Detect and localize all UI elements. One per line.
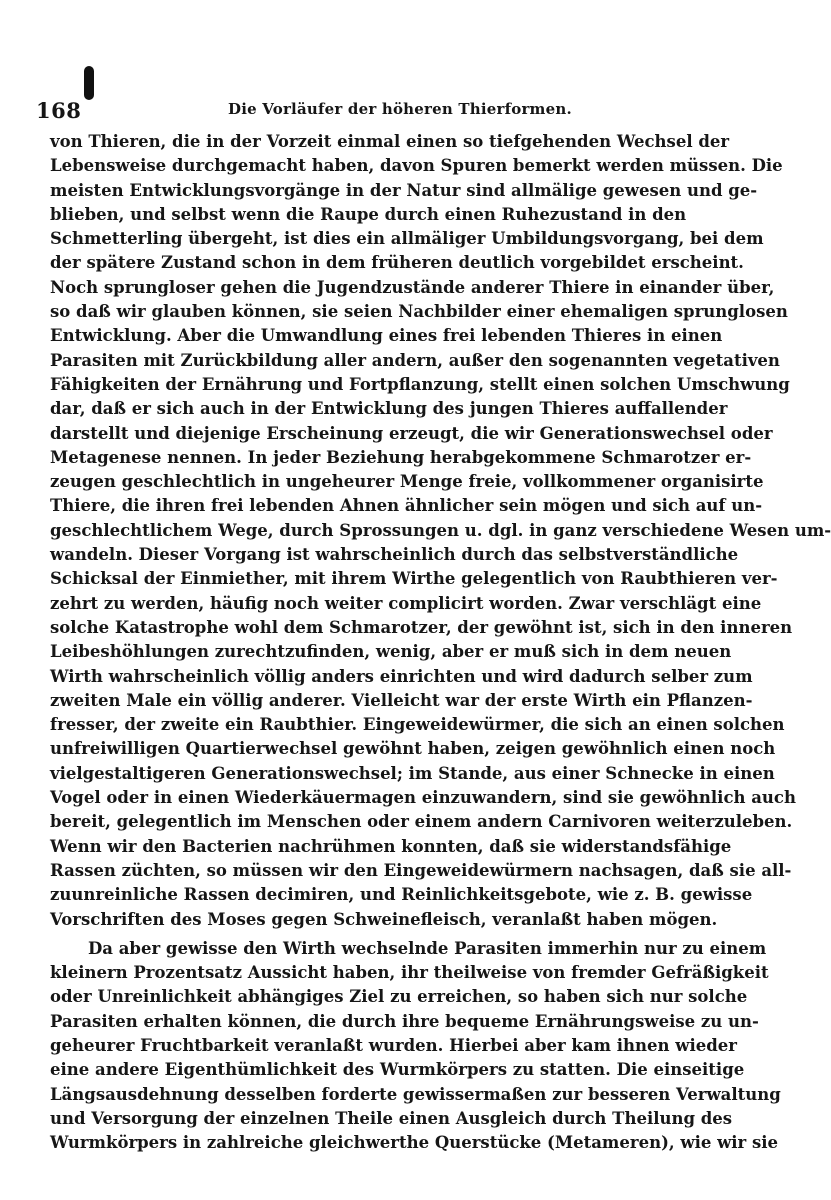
text-line: vielgestaltigeren Generationswechsel; im Stande, aus einer Schnecke in einen	[50, 763, 775, 783]
text-line: Längsausdehnung desselben forderte gewissermaßen zur besseren Verwaltung	[50, 1084, 781, 1104]
text-line: wandeln. Dieser Vorgang ist wahrscheinlich durch das selbstverständliche	[50, 545, 739, 565]
text-line: Lebensweise durchgemacht haben, davon Spuren bemerkt werden müssen. Die	[50, 156, 783, 176]
text-line: oder Unreinlichkeit abhängiges Ziel zu erreichen, so haben sich nur solche	[50, 987, 748, 1007]
text-line: meisten Entwicklungsvorgänge in der Natur sind allmälige gewesen und ge-	[50, 180, 758, 200]
text-line: Parasiten mit Zurückbildung aller andern, außer den sogenannten vegetativen	[50, 350, 780, 370]
text-line: Wenn wir den Bacterien nachrühmen konnten, daß sie widerstandsfähige	[50, 836, 732, 856]
paragraph	[50, 937, 781, 1156]
text-line: zuunreinliche Rassen decimiren, und Reinlichkeitsgebote, wie z. B. gewisse	[50, 885, 753, 905]
text-line: eine andere Eigenthümlichkeit des Wurmkörpers zu statten. Die einseitige	[50, 1060, 745, 1080]
text-line: Da aber gewisse den Wirth wechselnde Parasiten immerhin nur zu einem	[88, 938, 767, 958]
page-number: 168	[36, 98, 82, 123]
text-line: dar, daß er sich auch in der Entwicklung des jungen Thieres auffallender	[50, 399, 728, 419]
text-line: fresser, der zweite ein Raubthier. Eingeweidewürmer, die sich an einen solchen	[50, 715, 785, 735]
running-head	[36, 94, 696, 126]
text-line: Vorschriften des Moses gegen Schweinefleisch, veranlaßt haben mögen.	[50, 909, 718, 929]
text-line: Rassen züchten, so müssen wir den Eingeweidewürmern nachsagen, daß sie all-	[50, 860, 792, 880]
text-line: so daß wir glauben können, sie seien Nachbilder einer ehemaligen sprunglosen	[50, 302, 788, 322]
text-line: Metagenese nennen. In jeder Beziehung herabgekommene Schmarotzer er-	[50, 447, 752, 467]
paragraph	[50, 130, 831, 932]
text-line: von Thieren, die in der Vorzeit einmal einen so tiefgehenden Wechsel der	[50, 132, 730, 151]
text-line: zehrt zu werden, häufig noch weiter complicirt worden. Zwar verschlägt eine	[50, 593, 762, 613]
body-text	[50, 130, 831, 1155]
text-line: solche Katastrophe wohl dem Schmarotzer, der gewöhnt ist, sich in den inneren	[50, 617, 793, 637]
text-line: Thiere, die ihren frei lebenden Ahnen ähnlicher sein mögen und sich auf un-	[50, 496, 763, 516]
text-line: unfreiwilligen Quartierwechsel gewöhnt haben, zeigen gewöhnlich einen noch	[50, 739, 776, 759]
text-line: Wirth wahrscheinlich völlig anders einrichten und wird dadurch selber zum	[50, 666, 753, 686]
text-line: Fähigkeiten der Ernährung und Fortpflanzung, stellt einen solchen Umschwung	[50, 374, 790, 394]
text-line: zeugen geschlechtlich in ungeheurer Menge freie, vollkommener organisirte	[50, 472, 764, 492]
text-line: kleinern Prozentsatz Aussicht haben, ihr theilweise von fremder Gefräßigkeit	[50, 963, 769, 983]
text-line: Vogel oder in einen Wiederkäuermagen einzuwandern, sind sie gewöhnlich auch	[50, 788, 796, 808]
text-line: Noch sprungloser gehen die Jugendzustände anderer Thiere in einander über,	[50, 277, 775, 297]
text-line: Parasiten erhalten können, die durch ihre bequeme Ernährungsweise zu un-	[50, 1011, 759, 1031]
text-line: geheurer Fruchtbarkeit veranlaßt wurden. Hierbei aber kam ihnen wieder	[50, 1035, 737, 1055]
text-line: zweiten Male ein völlig anderer. Vielleicht war der erste Wirth ein Pflanzen-	[50, 690, 753, 710]
text-line: und Versorgung der einzelnen Theile einen Ausgleich durch Theilung des	[50, 1108, 733, 1128]
text-line: Schmetterling übergeht, ist dies ein allmäliger Umbildungsvorgang, bei dem	[50, 229, 764, 249]
text-line: der spätere Zustand schon in dem früheren deutlich vorgebildet erscheint.	[50, 253, 744, 273]
text-line: darstellt und diejenige Erscheinung erzeugt, die wir Generationswechsel oder	[50, 423, 773, 443]
text-line: Wurmkörpers in zahlreiche gleichwerthe Querstücke (Metameren), wie wir sie	[50, 1133, 779, 1153]
text-line: Schicksal der Einmiether, mit ihrem Wirthe gelegentlich von Raubthieren ver-	[50, 569, 778, 589]
text-line: Leibeshöhlungen zurechtzufinden, wenig, aber er muß sich in dem neuen	[50, 642, 732, 662]
text-line: bereit, gelegentlich im Menschen oder einem andern Carnivoren weiterzuleben.	[50, 812, 793, 832]
text-line: Entwicklung. Aber die Umwandlung eines frei lebenden Thieres in einen	[50, 326, 723, 346]
running-title: Die Vorläufer der höheren Thierformen.	[228, 100, 572, 118]
text-line: geschlechtlichem Wege, durch Sprossungen u. dgl. in ganz verschiedene Wesen um-	[50, 520, 831, 540]
text-line: blieben, und selbst wenn die Raupe durch einen Ruhezustand in den	[50, 204, 687, 224]
